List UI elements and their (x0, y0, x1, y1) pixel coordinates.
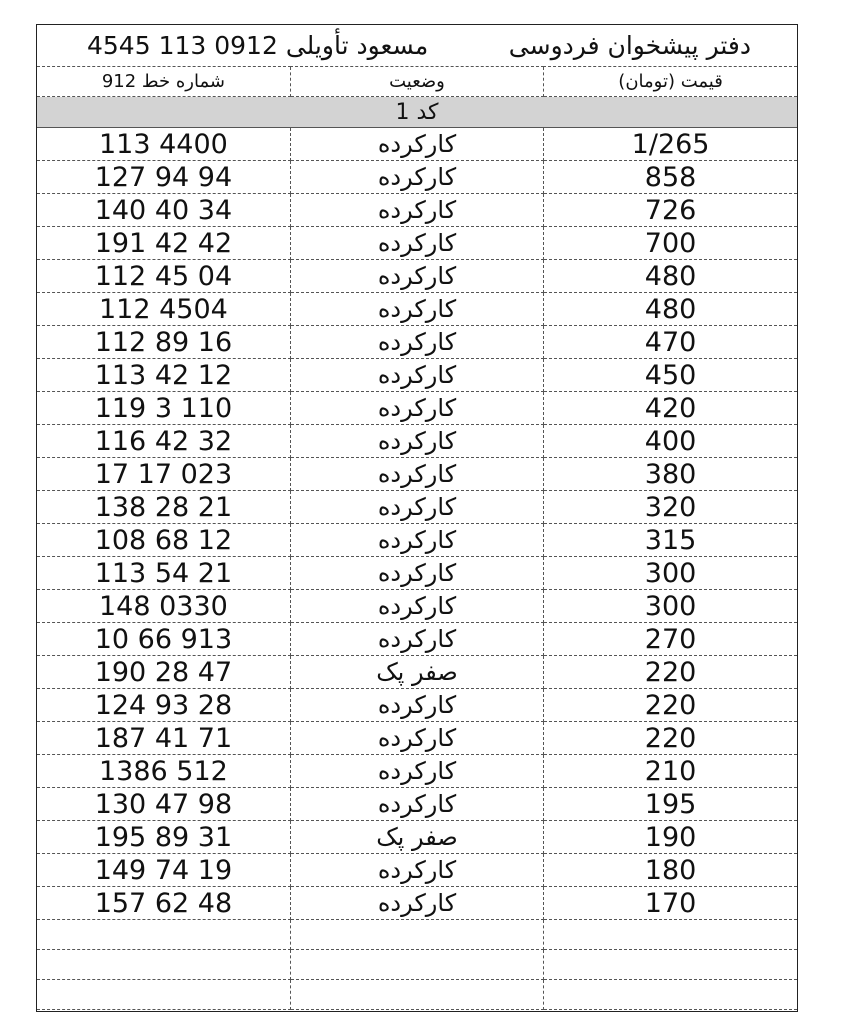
status-cell: کارکرده (290, 788, 543, 821)
status-cell: کارکرده (290, 887, 543, 920)
phone-number-cell: 116 42 32 (37, 425, 290, 458)
phone-number-cell: 113 4400 (37, 128, 290, 161)
price-cell: 726 (544, 194, 797, 227)
status-cell: کارکرده (290, 755, 543, 788)
empty-row (37, 980, 797, 1010)
empty-cell (37, 950, 290, 980)
price-cell: 315 (544, 524, 797, 557)
office-name: دفتر پیشخوان فردوسی (508, 31, 751, 60)
header-status: وضعیت (290, 67, 543, 97)
price-cell: 450 (544, 359, 797, 392)
table-row (37, 755, 797, 788)
empty-cell (37, 980, 290, 1010)
phone-number-cell: 112 45 04 (37, 260, 290, 293)
price-cell: 220 (544, 722, 797, 755)
price-cell: 400 (544, 425, 797, 458)
price-cell: 380 (544, 458, 797, 491)
phone-number-cell: 10 66 913 (37, 623, 290, 656)
status-cell: کارکرده (290, 161, 543, 194)
table-row (37, 887, 797, 920)
status-cell: کارکرده (290, 458, 543, 491)
table-row (37, 623, 797, 656)
status-cell: کارکرده (290, 359, 543, 392)
price-cell: 195 (544, 788, 797, 821)
header-price: قیمت (تومان) (544, 67, 797, 97)
price-cell: 1/265 (544, 128, 797, 161)
status-cell: کارکرده (290, 326, 543, 359)
phone-number-cell: 112 4504 (37, 293, 290, 326)
empty-cell (544, 920, 797, 950)
price-cell: 220 (544, 656, 797, 689)
empty-cell (37, 920, 290, 950)
status-cell: کارکرده (290, 722, 543, 755)
phone-number-cell: 113 42 12 (37, 359, 290, 392)
table-row (37, 293, 797, 326)
table-row (37, 590, 797, 623)
status-cell: کارکرده (290, 524, 543, 557)
empty-cell (290, 980, 543, 1010)
phone-number-cell: 140 40 34 (37, 194, 290, 227)
empty-row (37, 950, 797, 980)
status-cell: صفر پک (290, 656, 543, 689)
table-row (37, 524, 797, 557)
phone-number-cell: 17 17 023 (37, 458, 290, 491)
table-row (37, 722, 797, 755)
phone-number-cell: 187 41 71 (37, 722, 290, 755)
code-row (37, 97, 797, 128)
phone-number-cell: 113 54 21 (37, 557, 290, 590)
status-cell: کارکرده (290, 689, 543, 722)
table-row (37, 788, 797, 821)
table-row (37, 161, 797, 194)
price-cell: 270 (544, 623, 797, 656)
price-cell: 220 (544, 689, 797, 722)
empty-cell (544, 950, 797, 980)
table-row (37, 656, 797, 689)
empty-row (37, 920, 797, 950)
price-cell: 320 (544, 491, 797, 524)
phone-number-cell: 119 3 110 (37, 392, 290, 425)
table-row (37, 359, 797, 392)
table-row (37, 821, 797, 854)
phone-number-cell: 157 62 48 (37, 887, 290, 920)
table-row (37, 689, 797, 722)
contact-info: مسعود تأویلی 0912 113 4545 (87, 31, 429, 60)
table-row (37, 491, 797, 524)
price-cell: 858 (544, 161, 797, 194)
status-cell: کارکرده (290, 227, 543, 260)
status-cell: کارکرده (290, 425, 543, 458)
phone-number-cell: 191 42 42 (37, 227, 290, 260)
price-cell: 480 (544, 260, 797, 293)
phone-number-cell: 190 28 47 (37, 656, 290, 689)
phone-number-cell: 148 0330 (37, 590, 290, 623)
status-cell: کارکرده (290, 260, 543, 293)
price-cell: 300 (544, 557, 797, 590)
phone-number-cell: 138 28 21 (37, 491, 290, 524)
table-row (37, 326, 797, 359)
table-row (37, 854, 797, 887)
table-row (37, 128, 797, 161)
empty-cell (290, 950, 543, 980)
status-cell: کارکرده (290, 293, 543, 326)
empty-cell (544, 980, 797, 1010)
price-cell: 480 (544, 293, 797, 326)
status-cell: کارکرده (290, 557, 543, 590)
status-cell: کارکرده (290, 392, 543, 425)
price-cell: 180 (544, 854, 797, 887)
table-row (37, 227, 797, 260)
price-cell: 210 (544, 755, 797, 788)
table-row (37, 194, 797, 227)
status-cell: کارکرده (290, 590, 543, 623)
phone-number-cell: 124 93 28 (37, 689, 290, 722)
status-cell: کارکرده (290, 623, 543, 656)
column-header-row (37, 67, 797, 97)
price-cell: 300 (544, 590, 797, 623)
status-cell: صفر پک (290, 821, 543, 854)
status-cell: کارکرده (290, 491, 543, 524)
price-cell: 420 (544, 392, 797, 425)
table-row (37, 392, 797, 425)
status-cell: کارکرده (290, 854, 543, 887)
title-row (37, 25, 797, 67)
table-row (37, 425, 797, 458)
table-row (37, 458, 797, 491)
phone-number-cell: 1386 512 (37, 755, 290, 788)
phone-number-cell: 127 94 94 (37, 161, 290, 194)
price-cell: 190 (544, 821, 797, 854)
price-cell: 470 (544, 326, 797, 359)
code-label: کد 1 (37, 97, 797, 128)
phone-number-cell: 195 89 31 (37, 821, 290, 854)
header-number: شماره خط 912 (37, 67, 290, 97)
table-row (37, 557, 797, 590)
phone-number-cell: 149 74 19 (37, 854, 290, 887)
price-cell: 170 (544, 887, 797, 920)
status-cell: کارکرده (290, 128, 543, 161)
price-table (37, 25, 797, 1010)
phone-number-cell: 130 47 98 (37, 788, 290, 821)
price-cell: 700 (544, 227, 797, 260)
price-list-sheet (36, 24, 798, 1012)
status-cell: کارکرده (290, 194, 543, 227)
phone-number-cell: 112 89 16 (37, 326, 290, 359)
empty-cell (290, 920, 543, 950)
table-row (37, 260, 797, 293)
phone-number-cell: 108 68 12 (37, 524, 290, 557)
